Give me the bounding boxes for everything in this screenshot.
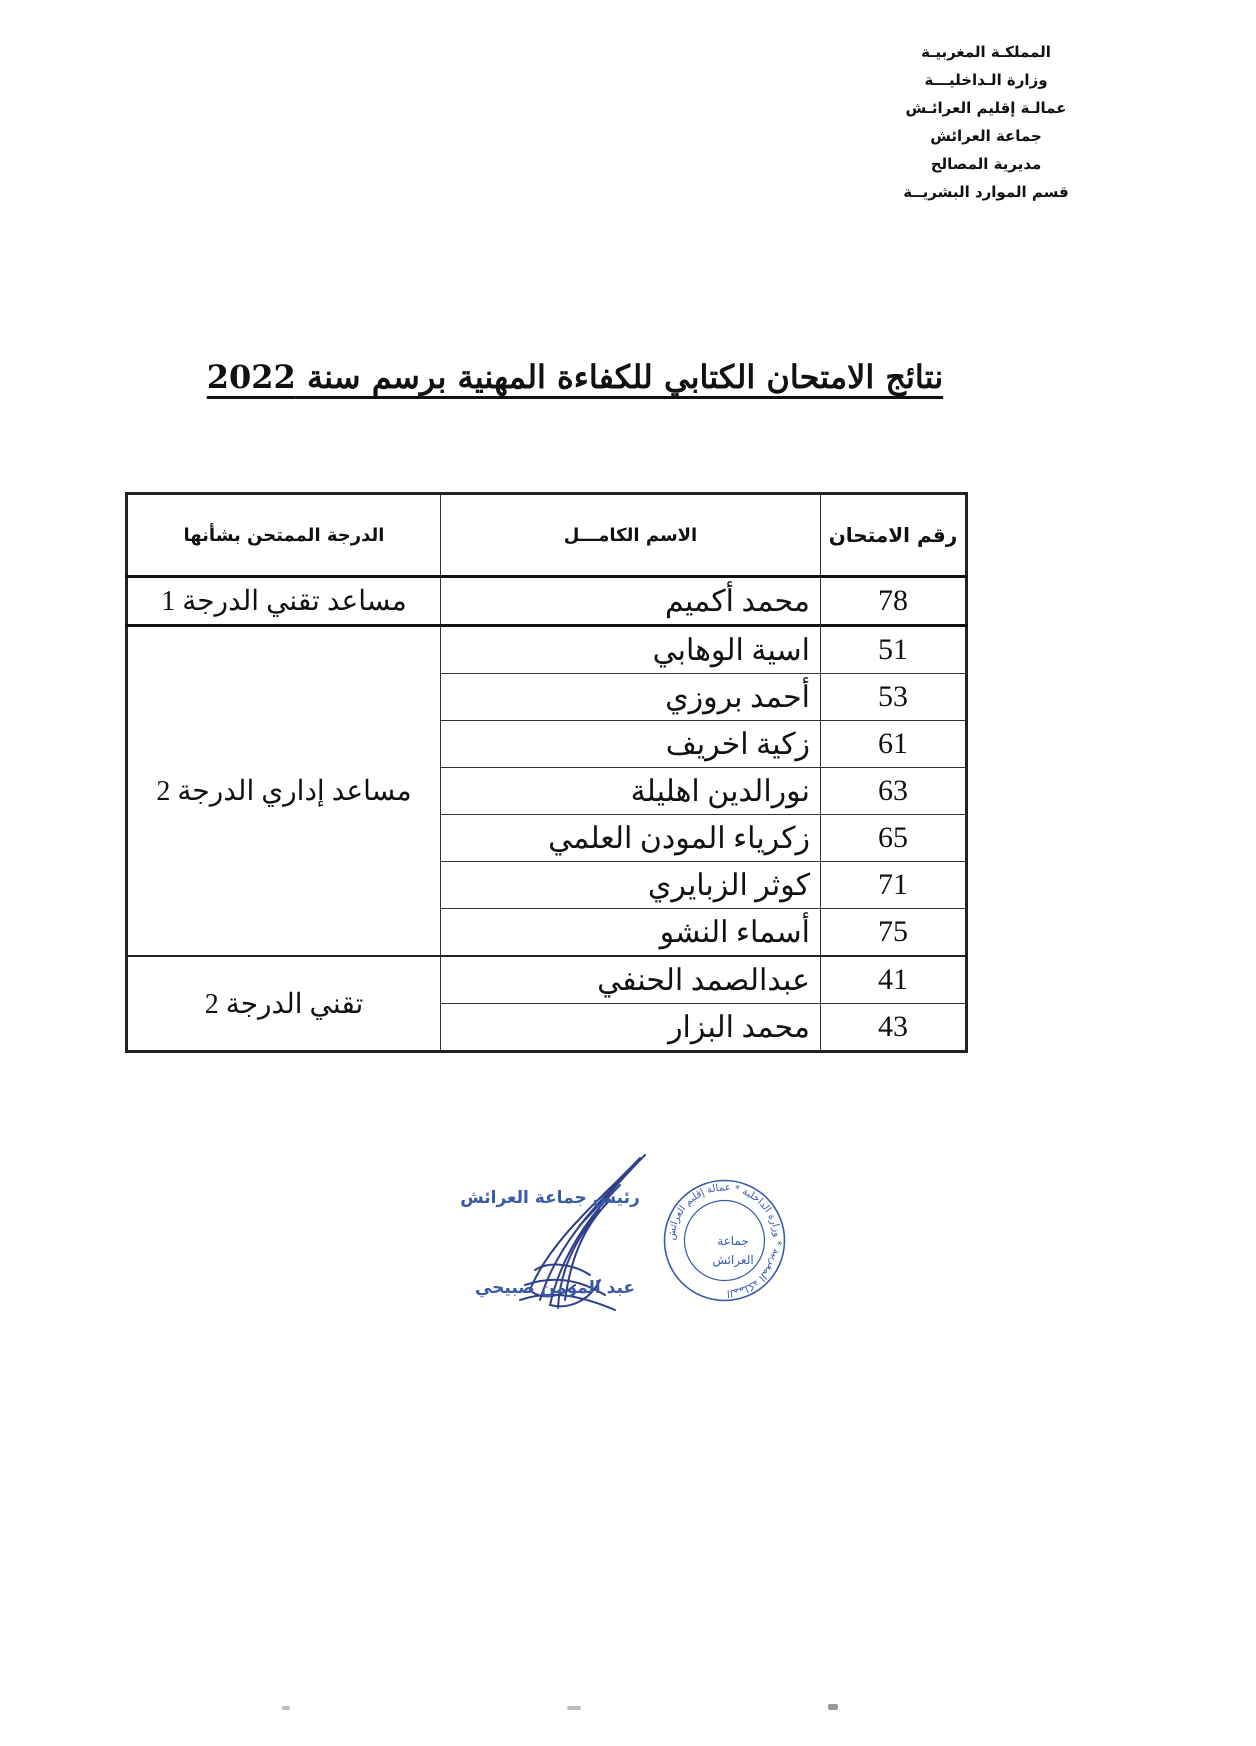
- letterhead-line-ministry: وزارة الـداخليـــة: [924, 71, 1048, 89]
- scan-speck: [567, 1706, 581, 1710]
- table-row: [127, 577, 967, 626]
- scan-speck: [828, 1704, 838, 1710]
- signatory-name: عبد المومن صبيحي: [474, 1278, 636, 1298]
- results-table: [125, 492, 968, 1053]
- stamp-center-text: [683, 1232, 783, 1270]
- letterhead-line-hr: قسم الموارد البشريــة: [903, 183, 1069, 201]
- scan-speck: [282, 1706, 290, 1710]
- grade-cell: تقني الدرجة 2: [127, 956, 441, 1052]
- exam-number-cell: 53: [821, 674, 967, 721]
- full-name-cell: زكية اخريف: [441, 721, 821, 768]
- document-title: نتائج الامتحان الكتابي للكفاءة المهنية برسم سنة 2022: [206, 358, 944, 396]
- stamp-outer-text: المملكة المغربية * وزارة الداخلية * عمالة إقليم العرائش: [666, 1182, 783, 1299]
- signature-block: [440, 1150, 800, 1310]
- letterhead-line-commune: جماعة العرائش: [930, 127, 1042, 145]
- exam-number-cell: 71: [821, 862, 967, 909]
- letterhead-line-directorate: مديرية المصالح: [930, 155, 1042, 173]
- stamp-center-line: جماعة: [717, 1234, 749, 1248]
- full-name-cell: محمد أكميم: [441, 577, 821, 626]
- letterhead-line-province: عمالـة إقليم العرائـش: [905, 99, 1067, 117]
- full-name-cell: أسماء النشو: [441, 909, 821, 957]
- exam-number-cell: 43: [821, 1004, 967, 1052]
- exam-number-cell: 65: [821, 815, 967, 862]
- letterhead-line-kingdom: المملكـة المغربيـة: [921, 43, 1051, 61]
- letterhead: [856, 38, 1116, 206]
- header-full-name: الاسم الكامـــل: [441, 494, 821, 577]
- stamp-center-line: العرائش: [712, 1253, 754, 1267]
- exam-number-cell: 75: [821, 909, 967, 957]
- table-header-row: [127, 494, 967, 577]
- full-name-cell: كوثر الزبايري: [441, 862, 821, 909]
- exam-number-cell: 63: [821, 768, 967, 815]
- grade-cell: مساعد إداري الدرجة 2: [127, 626, 441, 957]
- full-name-cell: زكرياء المودن العلمي: [441, 815, 821, 862]
- grade-cell: مساعد تقني الدرجة 1: [127, 577, 441, 626]
- full-name-cell: محمد البزار: [441, 1004, 821, 1052]
- table-row: [127, 956, 967, 1004]
- exam-number-cell: 41: [821, 956, 967, 1004]
- full-name-cell: اسية الوهابي: [441, 626, 821, 674]
- signatory-title: رئيس جماعة العرائش: [460, 1188, 640, 1208]
- exam-number-cell: 61: [821, 721, 967, 768]
- full-name-cell: أحمد بروزي: [441, 674, 821, 721]
- header-exam-number: رقم الامتحان: [821, 494, 967, 577]
- exam-number-cell: 78: [821, 577, 967, 626]
- exam-number-cell: 51: [821, 626, 967, 674]
- full-name-cell: عبدالصمد الحنفي: [441, 956, 821, 1004]
- header-grade: الدرجة الممتحن بشأنها: [127, 494, 441, 577]
- table-row: [127, 626, 967, 674]
- full-name-cell: نورالدين اهليلة: [441, 768, 821, 815]
